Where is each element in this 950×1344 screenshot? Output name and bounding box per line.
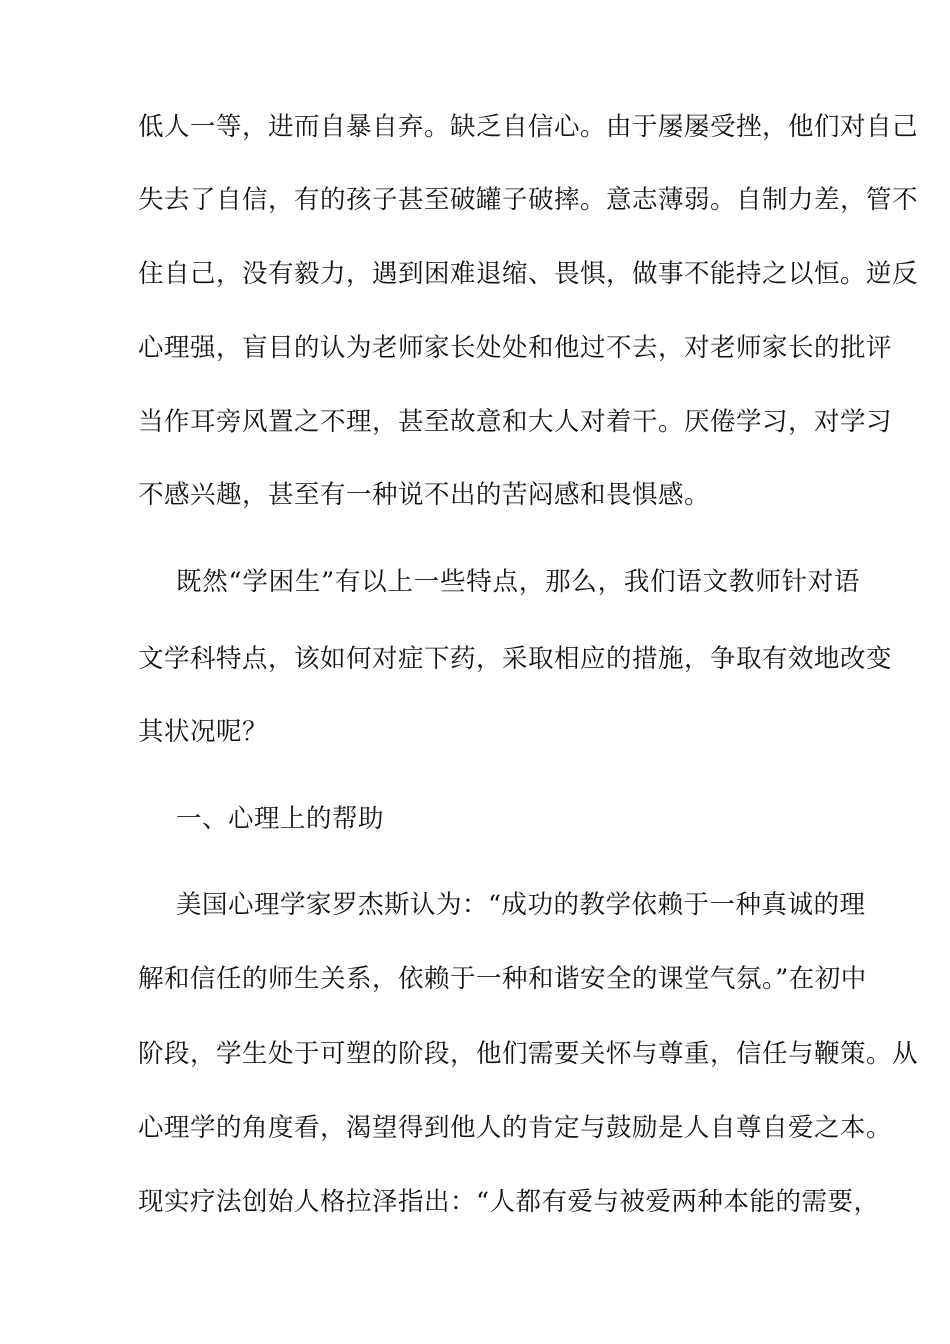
paragraph-2-line-1: 既然“学困生”有以上一些特点，那么，我们语文教师针对语 bbox=[176, 567, 860, 597]
paragraph-3-line-4: 心理学的角度看，渴望得到他人的肯定与鼓励是人自尊自爱之本。 bbox=[138, 1113, 893, 1143]
paragraph-3-line-5: 现实疗法创始人格拉泽指出：“人都有爱与被爱两种本能的需要， bbox=[138, 1187, 880, 1217]
paragraph-3-line-1: 美国心理学家罗杰斯认为：“成功的教学依赖于一种真诚的理 bbox=[176, 890, 866, 920]
section-heading: 一、心理上的帮助 bbox=[176, 804, 385, 834]
paragraph-1-line-4: 心理强，盲目的认为老师家长处处和他过不去，对老师家长的批评 bbox=[138, 333, 893, 363]
paragraph-2-line-2: 文学科特点，该如何对症下药，采取相应的措施，争取有效地改变 bbox=[138, 644, 893, 674]
paragraph-3-line-3: 阶段，学生处于可塑的阶段，他们需要关怀与尊重，信任与鞭策。从 bbox=[138, 1039, 919, 1069]
paragraph-1-line-1: 低人一等，进而自暴自弃。缺乏自信心。由于屡屡受挫，他们对自己 bbox=[138, 112, 919, 142]
paragraph-1-line-2: 失去了自信，有的孩子甚至破罐子破摔。意志薄弱。自制力差，管不 bbox=[138, 185, 919, 215]
paragraph-1-line-6: 不感兴趣，甚至有一种说不出的苦闷感和畏惧感。 bbox=[138, 480, 711, 510]
paragraph-3-line-2: 解和信任的师生关系，依赖于一种和谐安全的课堂气氛。”在初中 bbox=[138, 964, 867, 994]
paragraph-2-line-3: 其状况呢？ bbox=[138, 717, 269, 747]
paragraph-1-line-3: 住自己，没有毅力，遇到困难退缩、畏惧，做事不能持之以恒。逆反 bbox=[138, 259, 919, 289]
paragraph-1-line-5: 当作耳旁风置之不理，甚至故意和大人对着干。厌倦学习，对学习 bbox=[138, 407, 893, 437]
